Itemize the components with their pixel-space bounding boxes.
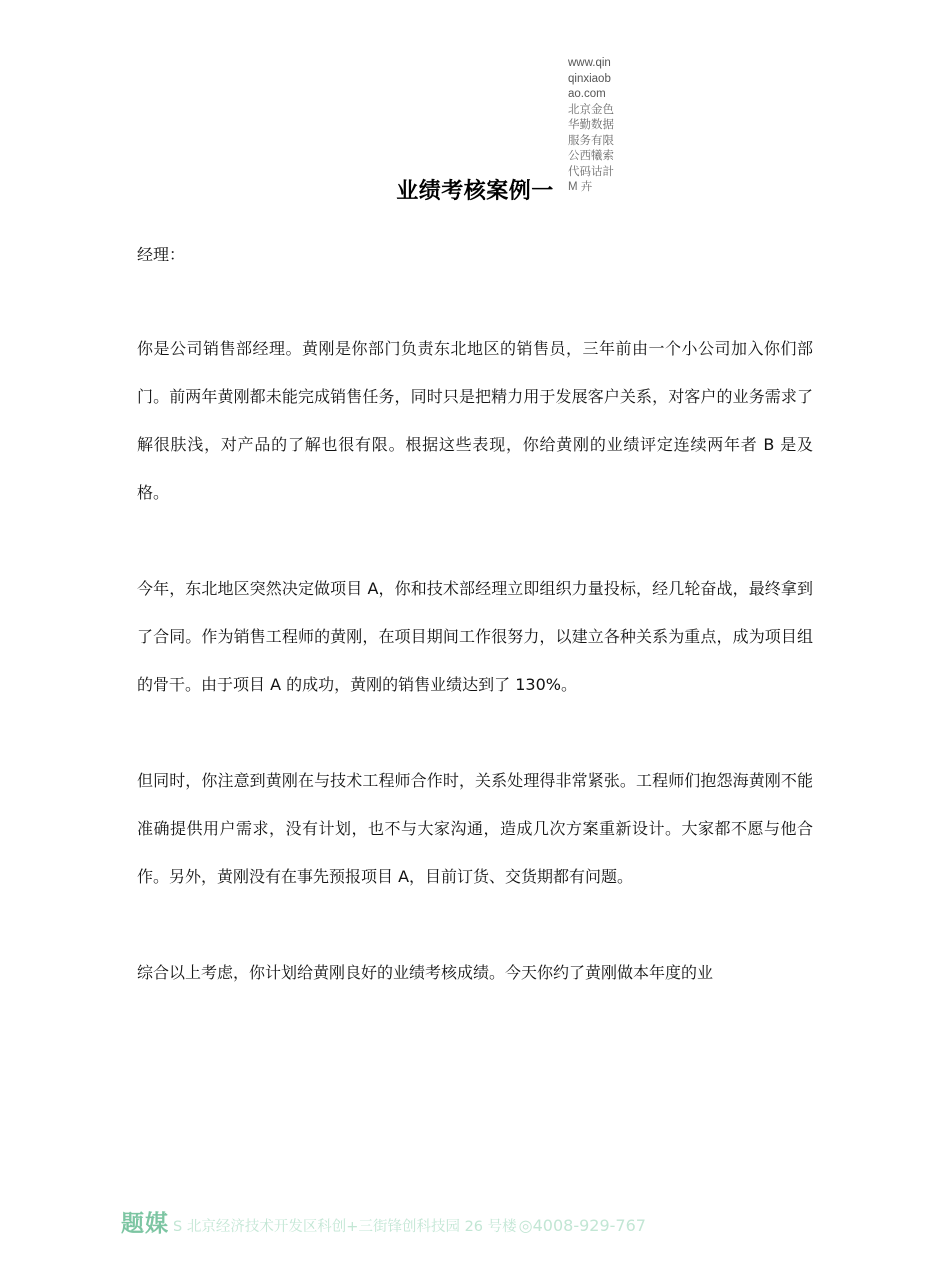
- paragraph-2: 今年，东北地区突然决定做项目 A，你和技术部经理立即组织力量投标，经几轮奋战，最终拿到了合同。作为销售工程师的黄刚，在项目期间工作很努力，以建立各种关系为重点，成为项目组的骨干。由于项目 A 的成功，黄刚的销售业绩达到了 130%。: [137, 579, 813, 694]
- paragraph-4: 综合以上考虑，你计划给黄刚良好的业绩考核成绩。今天你约了黄刚做本年度的业: [137, 963, 714, 982]
- document-title: 业绩考核案例一: [396, 179, 554, 204]
- document-body: [137, 325, 813, 1045]
- paragraph-3: 但同时，你注意到黄刚在与技术工程师合作时，关系处理得非常紧张。工程师们抱怨海黄刚不能准确提供用户需求，没有计划，也不与大家沟通，造成几次方案重新设计。大家都不愿与他合作。另外，黄刚没有在事先预报项目 A，目前订货、交货期都有问题。: [137, 771, 813, 886]
- footer-address: S 北京经济技术开发区科创+三街锋创科技园 26 号楼: [173, 1219, 517, 1235]
- watermark-company: 北京金色华勤数据服务有限公西犧索代码诂計 M 卉: [568, 103, 614, 193]
- footer-phone: ◎4008-929-767: [518, 1216, 646, 1235]
- paragraph-1: 你是公司销售部经理。黄刚是你部门负责东北地区的销售员，三年前由一个小公司加入你们部门。前两年黄刚都未能完成销售任务，同时只是把精力用于发展客户关系，对客户的业务需求了解很肤浅，对产品的了解也很有限。根据这些表现，你给黄刚的业绩评定连续两年者 B 是及格。: [137, 339, 813, 502]
- footer-logo: 题媒: [121, 1211, 169, 1237]
- watermark-url: www.qinqinxiaobao.com: [568, 57, 611, 100]
- footer-watermark: [121, 1205, 646, 1238]
- salutation: 经理：: [137, 245, 186, 264]
